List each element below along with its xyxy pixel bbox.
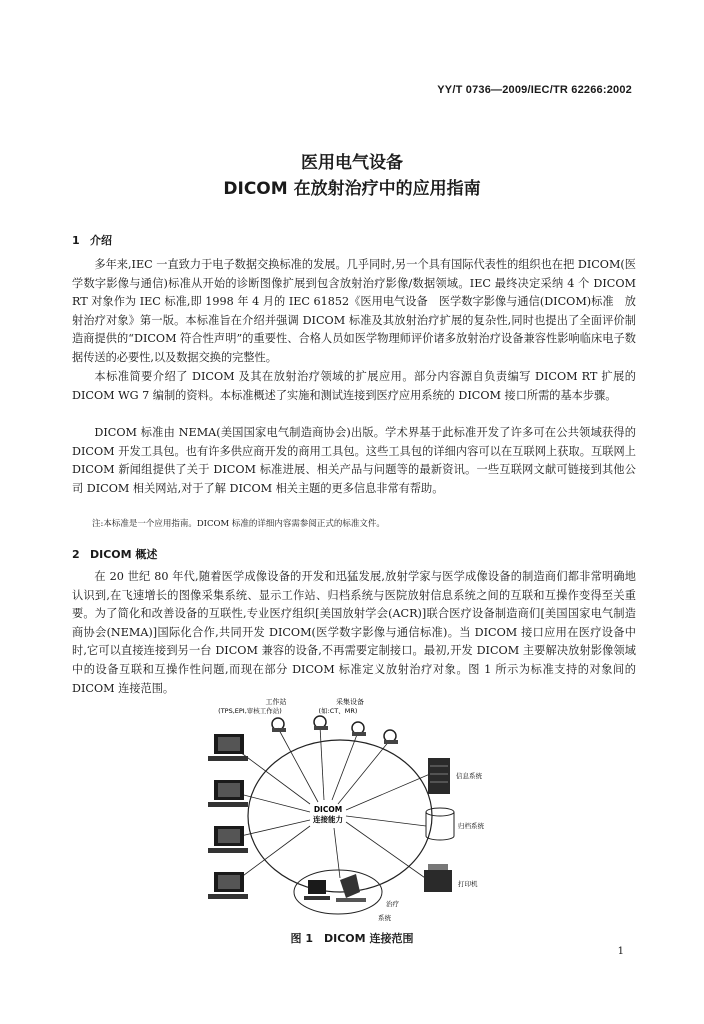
label-acquisition: 采集设备 — [336, 698, 364, 706]
paragraph: DICOM 标准由 NEMA(美国国家电气制造商协会)出版。学术界基于此标准开发了许多可在公共领域获得的 DICOM 开发工具包。也有许多供应商开发的商用工具包。这些工具包的详细内容可以在互联网上获取。互联网上 DICOM 新闻组提供了关于 DICOM 标准进展、相关产品与问题等的最新资讯。一些互联网文献可链接到其他公司 DICOM 相关网站,对于了解 DICOM 相关主题的更多信息非常有帮助。 — [72, 426, 636, 495]
paragraph: 多年来,IEC 一直致力于电子数据交换标准的发展。几乎同时,另一个具有国际代表性的组织也在把 DICOM(医学数字影像与通信)标准从开始的诊断图像扩展到包含放射治疗影像/数据领域。IEC 最终决定采纳 4 个 DICOM RT 对象作为 IEC 标准,即 1998 年 4 月的 IEC 61852《医用电气设备 医学数字影像与通信(DICOM)标准 放射治疗对象》第一版。本标准旨在介绍并强调 DICOM 标准及其放射治疗扩展的复杂性,同时也提出了全面评价制造商提供的“DICOM 符合性声明”的重要性、合格人员如医学物理师评价诸多放射治疗设备兼容性影响临床电子数据传送的必要性,以及数据交换的完整性。 — [72, 258, 636, 364]
figure-caption: 图 1 DICOM 连接范围 — [290, 932, 414, 945]
acquisition-device-icon — [314, 716, 328, 730]
printer-icon — [424, 864, 452, 892]
title-line-2: DICOM 在放射治疗中的应用指南 — [223, 179, 481, 199]
center-label-1: DICOM — [313, 805, 343, 814]
section-title: DICOM 概述 — [90, 548, 158, 561]
workstation-icon — [208, 872, 248, 899]
therapy-workstation-icon — [308, 880, 326, 894]
workstation-icon — [208, 780, 248, 807]
label-therapy-2: 系统 — [378, 914, 391, 922]
acquisition-device-icon — [352, 722, 366, 736]
paragraph: 在 20 世纪 80 年代,随着医学成像设备的开发和迅猛发展,放射学家与医学成像设备的制造商们都非常明确地认识到,在飞速增长的图像采集系统、显示工作站、归档系统与医院放射信息系统之间的互联和互操作变得至关重要。为了简化和改善设备的互联性,专业医疗组织[美国放射学会(ACR)]联合医疗设备制造商们[美国国家电气制造商协会(NEMA)]国际化合作,共同开发 DICOM(医学数字影像与通信标准)。当 DICOM 接口应用在医疗设备中时,它可以直接连接到另一台 DICOM 兼容的设备,不再需要定制接口。最初,开发 DICOM 主要解决放射影像领域中的设备互联和互操作性问题,而现在部分 DICOM 标准定义放射治疗对象。图 1 所示为标准支持的对象间的 DICOM 连接范围。 — [72, 570, 636, 695]
workstation-icon — [208, 826, 248, 853]
center-label-2: 连接能力 — [313, 815, 343, 824]
workstation-icon — [208, 734, 248, 761]
label-info-system: 信息系统 — [456, 772, 482, 780]
label-workstation: 工作站 — [265, 698, 287, 706]
archive-icon — [426, 808, 454, 840]
linac-icon — [340, 874, 360, 898]
acquisition-device-icon — [272, 718, 286, 732]
server-icon — [428, 758, 450, 794]
page-number: 1 — [617, 946, 624, 957]
paragraph: 本标准简要介绍了 DICOM 及其在放射治疗领域的扩展应用。部分内容源自负责编写 DICOM RT 扩展的 DICOM WG 7 编制的资料。本标准概述了实施和测试连接到医疗应用系统的 DICOM 接口所需的基本步骤。 — [72, 370, 636, 402]
section-heading-1 — [72, 232, 112, 248]
label-archive-system: 归档系统 — [458, 822, 484, 830]
title-line-1: 医用电气设备 — [301, 153, 403, 173]
standard-code: YY/T 0736—2009/IEC/TR 62266:2002 — [437, 84, 632, 96]
figure-dicom-connectivity — [190, 694, 520, 930]
label-printer: 打印机 — [458, 880, 478, 888]
label-therapy-1: 治疗 — [386, 900, 399, 908]
label-workstation-sub: (TPS,EPI,审核工作站) — [218, 707, 282, 715]
section-number: 2 — [72, 548, 80, 561]
acquisition-device-icon — [384, 730, 398, 744]
note: 注:本标准是一个应用指南。DICOM 标准的详细内容需参阅正式的标准文件。 — [92, 519, 385, 529]
section-title: 介绍 — [90, 234, 112, 247]
figure-diagram — [190, 694, 520, 930]
label-acquisition-sub: (如:CT、MR) — [318, 707, 358, 715]
section-heading-2 — [72, 546, 157, 562]
section-number: 1 — [72, 234, 80, 247]
